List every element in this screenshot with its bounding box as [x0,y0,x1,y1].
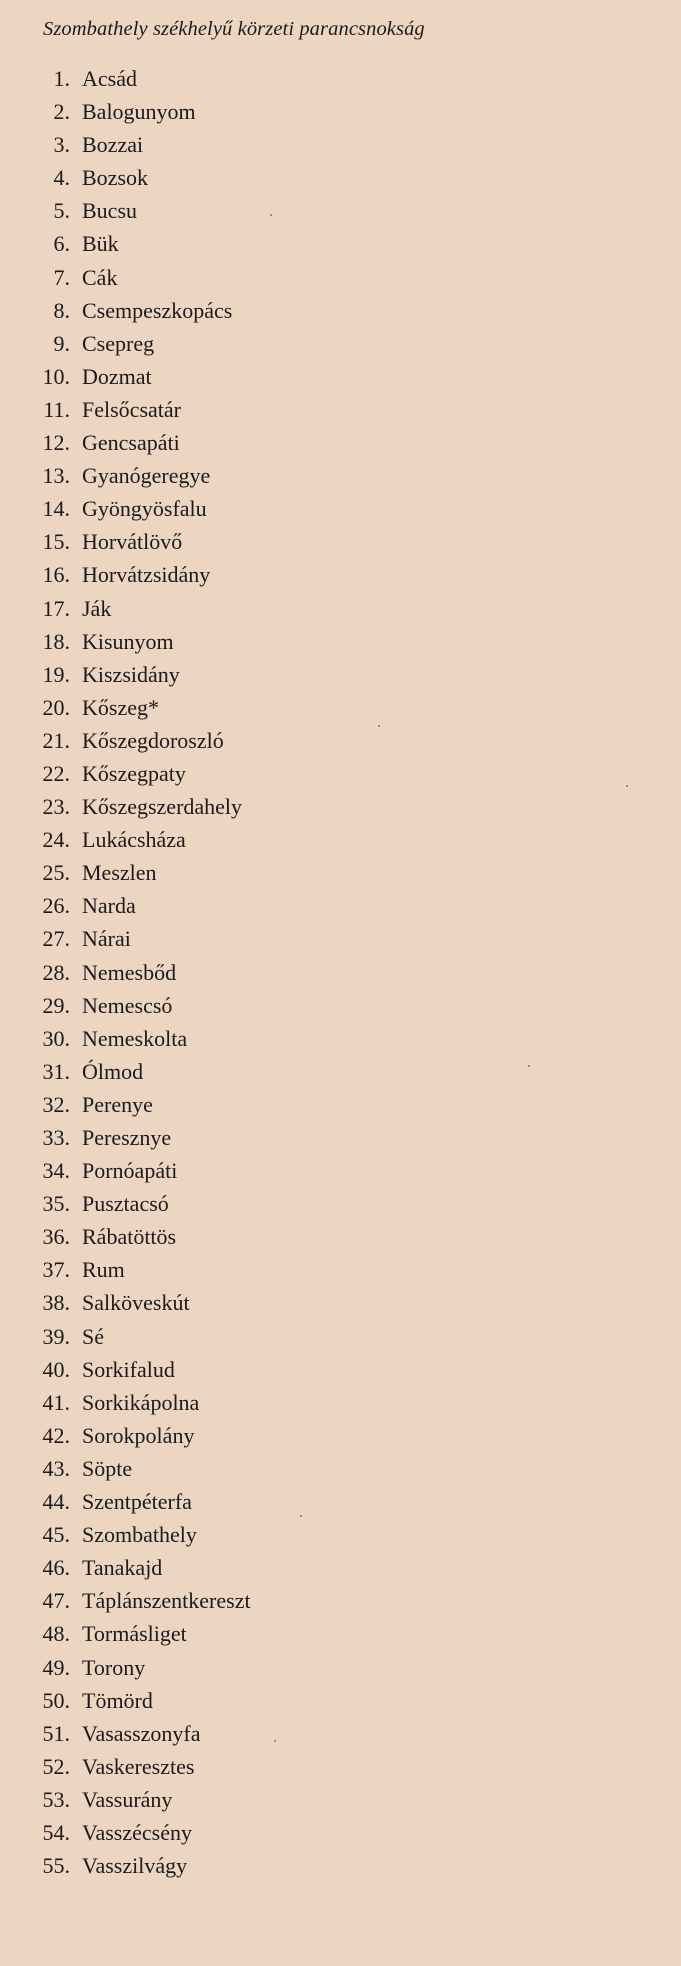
list-item-name: Vassurány [82,1786,173,1812]
list-item-name: Nárai [82,926,131,952]
list-item-name: Kőszegpaty [82,760,186,786]
list-item-number: 33. [42,1125,70,1150]
list-item-number: 6. [53,231,70,257]
list-item-number: 22. [42,760,70,786]
list-item-number: 46. [42,1555,70,1581]
list-item-number: 25. [42,860,70,886]
list-item-number: 48. [42,1621,70,1647]
list-item-name: Sorokpolány [82,1422,195,1448]
list-item-number: 41. [42,1389,70,1415]
list-item-number: 17. [42,595,70,621]
list-item-name: Horvátlövő [82,529,183,555]
list-item-name: Ólmod [82,1058,144,1084]
list-item-name: Balogunyom [82,99,196,125]
list-item-name: Sorkifalud [82,1356,175,1382]
list-item-number: 7. [53,264,70,290]
list-item-number: 1. [53,66,70,91]
list-item-number: 13. [42,463,70,489]
list-item-name: Kőszeg* [82,694,159,720]
list-item-number: 47. [42,1588,70,1614]
list-item-number: 5. [53,198,70,224]
list-item-number: 31. [42,1058,70,1084]
list-item-name: Csepreg [82,330,155,356]
list-item-number: 20. [42,694,70,720]
list-item-name: Cák [82,264,118,290]
list-item-name: Acsád [82,66,137,91]
list-item-number: 45. [42,1522,70,1548]
list-item-name: Horvátzsidány [82,562,211,588]
list-item-name: Pusztacsó [82,1191,169,1217]
list-item-name: Narda [82,893,136,919]
list-item-name: Bük [82,231,119,257]
list-item-name: Gyöngyösfalu [82,496,207,522]
list-item-name: Szombathely [82,1522,197,1548]
page-title: Szombathely székhelyű körzeti parancsnokság [43,18,425,40]
list-item-number: 37. [42,1257,70,1283]
list-item-name: Meszlen [82,860,157,886]
list-item-number: 2. [53,99,70,125]
paper-speck [378,725,380,727]
list-item-number: 49. [42,1654,70,1680]
list-item-number: 19. [42,661,70,687]
list-item-name: Nemescsó [82,992,173,1018]
list-item-name: Vasasszonyfa [82,1720,201,1746]
list-item-name: Sorkikápolna [82,1389,200,1415]
paper-speck [274,1740,276,1742]
list-item-name: Gencsapáti [82,430,180,456]
list-item-number: 8. [53,297,70,323]
list-item-number: 29. [42,992,70,1018]
list-item-number: 50. [42,1687,70,1713]
list-item-number: 28. [42,959,70,985]
list-item-name: Rum [82,1257,125,1283]
list-item-name: Felsőcsatár [82,396,181,422]
list-item-name: Sé [82,1323,104,1349]
list-item-number: 54. [42,1819,70,1845]
list-item-number: 32. [42,1091,70,1117]
list-item-number: 44. [42,1489,70,1515]
list-item-number: 35. [42,1191,70,1217]
list-item-number: 10. [42,363,70,389]
paper-speck [270,214,272,216]
list-item-name: Nemeskolta [82,1025,188,1051]
list-item-name: Vasszilvágy [82,1853,188,1879]
list-item-name: Salköveskút [82,1290,190,1316]
list-item-name: Tömörd [82,1687,153,1713]
list-item-number: 12. [42,430,70,456]
list-item-number: 21. [42,727,70,753]
list-item-number: 27. [42,926,70,952]
list-item-number: 53. [42,1786,70,1812]
list-item-number: 11. [43,396,70,422]
paper-speck [528,1065,530,1067]
list-item-number: 40. [42,1356,70,1382]
list-item-name: Kiszsidány [82,661,180,687]
list-item-name: Kőszegszerdahely [82,794,243,820]
list-item-name: Bozsok [82,165,148,191]
list-item-number: 3. [53,132,70,158]
list-item-number: 15. [42,529,70,555]
list-item-name: Lukácsháza [82,827,186,853]
list-item-name: Bozzai [82,132,144,158]
list-item-name: Torony [82,1654,146,1680]
list-item-name: Gyanógeregye [82,463,211,489]
list-item-number: 51. [42,1720,70,1746]
list-item-number: 30. [42,1025,70,1051]
paper-speck [626,785,628,787]
list-item-name: Nemesbőd [82,959,177,985]
list-item-name: Söpte [82,1455,133,1481]
list-item-name: Csempeszkopács [82,297,233,323]
list-item-name: Peresznye [82,1125,172,1150]
list-item-name: Pornóapáti [82,1158,178,1184]
list-item-name: Tormásliget [82,1621,187,1647]
list-item-name: Vaskeresztes [82,1753,195,1779]
list-item-number: 24. [42,827,70,853]
list-item-number: 26. [42,893,70,919]
list-item-name: Dozmat [82,363,152,389]
list-item-number: 14. [42,496,70,522]
list-item-number: 55. [42,1853,70,1879]
list-item-name: Perenye [82,1091,153,1117]
list-item-name: Szentpéterfa [82,1489,192,1515]
list-item-number: 38. [42,1290,70,1316]
list-item-name: Rábatöttös [82,1224,177,1250]
list-item-name: Bucsu [82,198,137,224]
list-item-name: Kisunyom [82,628,174,654]
list-item-number: 36. [42,1224,70,1250]
list-item-number: 39. [42,1323,70,1349]
list-item-number: 52. [42,1753,70,1779]
list-item-number: 43. [42,1455,70,1481]
list-item-name: Ják [82,595,112,621]
list-item-number: 42. [42,1422,70,1448]
list-item-name: Vasszécsény [82,1819,192,1845]
list-item-name: Tanakajd [82,1555,163,1581]
list-item-number: 4. [53,165,70,191]
list-item-number: 16. [42,562,70,588]
list-item-number: 18. [42,628,70,654]
list-item-number: 9. [53,330,70,356]
list-item-name: Táplánszentkereszt [82,1588,251,1614]
list-item-name: Kőszegdoroszló [82,727,224,753]
list-item-number: 23. [42,794,70,820]
paper-speck [300,1515,302,1517]
list-item-number: 34. [42,1158,70,1184]
